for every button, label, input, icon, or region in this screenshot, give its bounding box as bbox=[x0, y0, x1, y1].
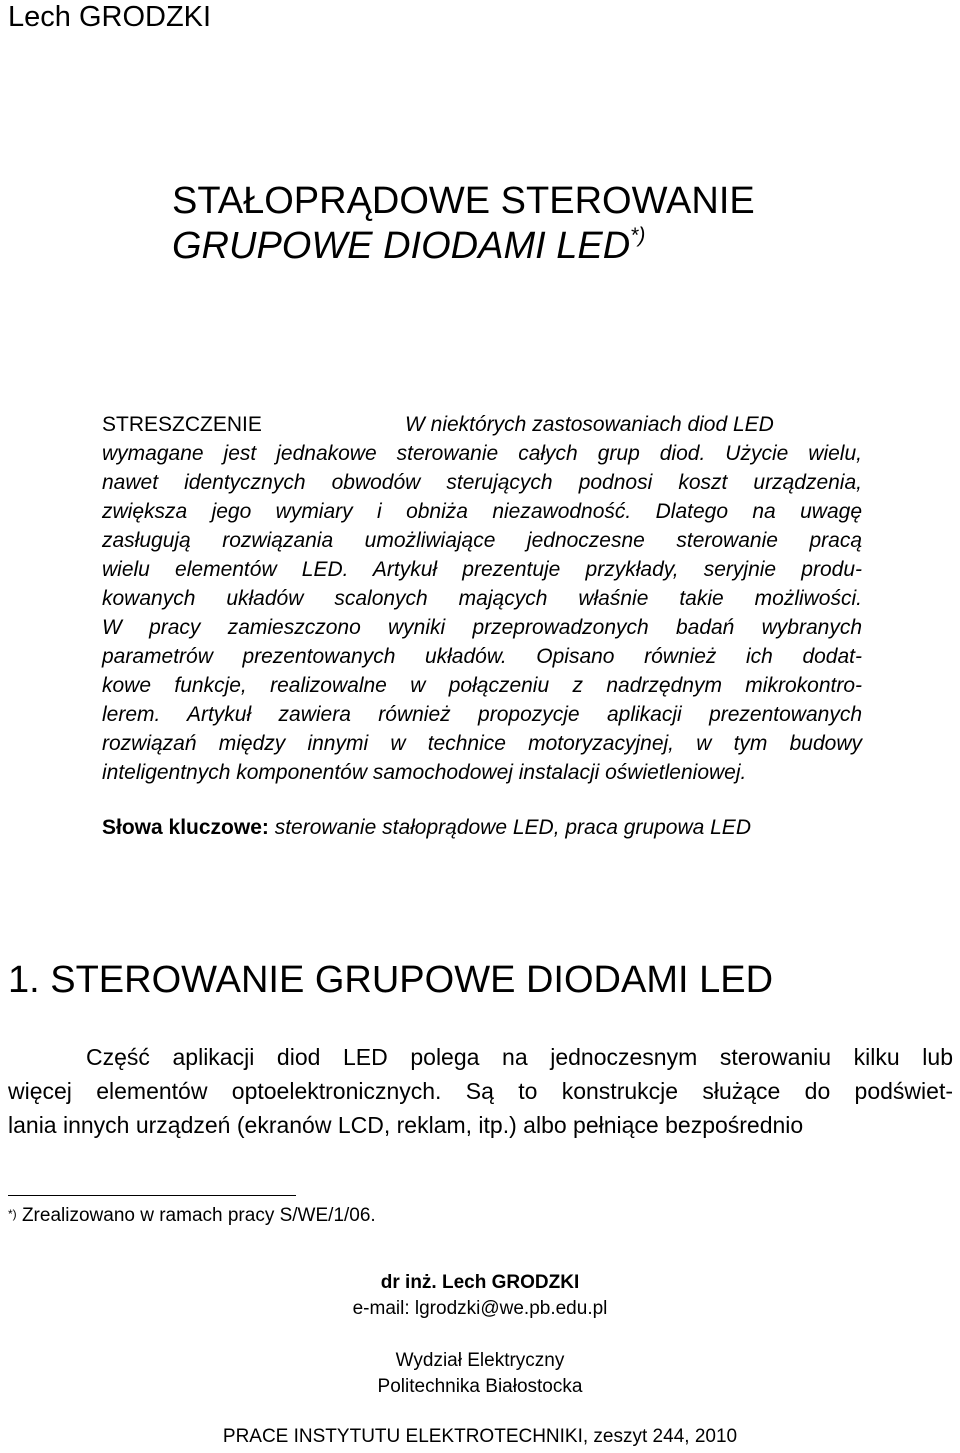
abstract-label: STRESZCZENIE bbox=[102, 413, 262, 436]
title-footnote-marker: *) bbox=[630, 224, 646, 247]
footnote-rule bbox=[8, 1195, 296, 1196]
abstract-line: rozwiązań między innymi w technice motoryzacyjnej, w tym budowy bbox=[102, 732, 862, 755]
abstract-line: kowe funkcje, realizowalne w połączeniu z nadrzędnym mikrokontro- bbox=[102, 674, 862, 697]
abstract-line: nawet identycznych obwodów sterujących podnosi koszt urządzenia, bbox=[102, 471, 862, 494]
abstract-line-text: W niektórych zastosowaniach diod LED bbox=[405, 413, 774, 436]
footnote-marker: *) bbox=[8, 1207, 17, 1221]
body-line: lania innych urządzeń (ekranów LCD, reklam, itp.) albo pełniące bezpośrednio bbox=[8, 1112, 804, 1138]
body-paragraph bbox=[8, 1040, 953, 1142]
section-heading: 1. STEROWANIE GRUPOWE DIODAMI LED bbox=[8, 959, 774, 1001]
abstract-line bbox=[102, 410, 862, 439]
keywords-value: sterowanie stałoprądowe LED, praca grupowa LED bbox=[274, 816, 751, 839]
affiliation-name: dr inż. Lech GRODZKI bbox=[380, 1272, 580, 1293]
abstract bbox=[102, 410, 862, 787]
keywords bbox=[102, 813, 751, 842]
affiliation-university: Politechnika Białostocka bbox=[377, 1376, 583, 1397]
body-line: Część aplikacji diod LED polega na jednoczesnym sterowaniu kilku lub bbox=[86, 1044, 953, 1070]
abstract-line: inteligentnych komponentów samochodowej instalacji oświetleniowej. bbox=[102, 761, 747, 784]
title-line-2 bbox=[172, 225, 645, 267]
running-header-author: Lech GRODZKI bbox=[8, 1, 212, 33]
abstract-line: wielu elementów LED. Artykuł prezentuje przykłady, seryjnie produ- bbox=[102, 558, 862, 581]
title-line-1: STAŁOPRĄDOWE STEROWANIE bbox=[172, 180, 755, 222]
footnote bbox=[8, 1203, 376, 1229]
abstract-line: W pracy zamieszczono wyniki przeprowadzonych badań wybranych bbox=[102, 616, 862, 639]
abstract-line: parametrów prezentowanych układów. Opisano również ich dodat- bbox=[102, 645, 862, 668]
abstract-line: wymagane jest jednakowe sterowanie całych grup diod. Użycie wielu, bbox=[102, 442, 862, 465]
abstract-line: kowanych układów scalonych mających właśnie takie możliwości. bbox=[102, 587, 862, 610]
body-line: więcej elementów optoelektronicznych. Są to konstrukcje służące do podświet- bbox=[8, 1078, 953, 1104]
title-line-2-text: GRUPOWE DIODAMI LED bbox=[172, 225, 631, 267]
keywords-label: Słowa kluczowe: bbox=[102, 816, 269, 839]
affiliation-email: e-mail: lgrodzki@we.pb.edu.pl bbox=[352, 1298, 608, 1319]
abstract-line: zwiększa jego wymiary i obniża niezawodność. Dlatego na uwagę bbox=[102, 500, 862, 523]
abstract-line: lerem. Artykuł zawiera również propozycje aplikacji prezentowanych bbox=[102, 703, 862, 726]
abstract-line: zasługują rozwiązania umożliwiające jednoczesne sterowanie pracą bbox=[102, 529, 862, 552]
journal-footer: PRACE INSTYTUTU ELEKTROTECHNIKI, zeszyt 244, 2010 bbox=[222, 1426, 738, 1447]
affiliation-department: Wydział Elektryczny bbox=[395, 1350, 565, 1371]
footnote-text: Zrealizowano w ramach pracy S/WE/1/06. bbox=[21, 1205, 376, 1226]
